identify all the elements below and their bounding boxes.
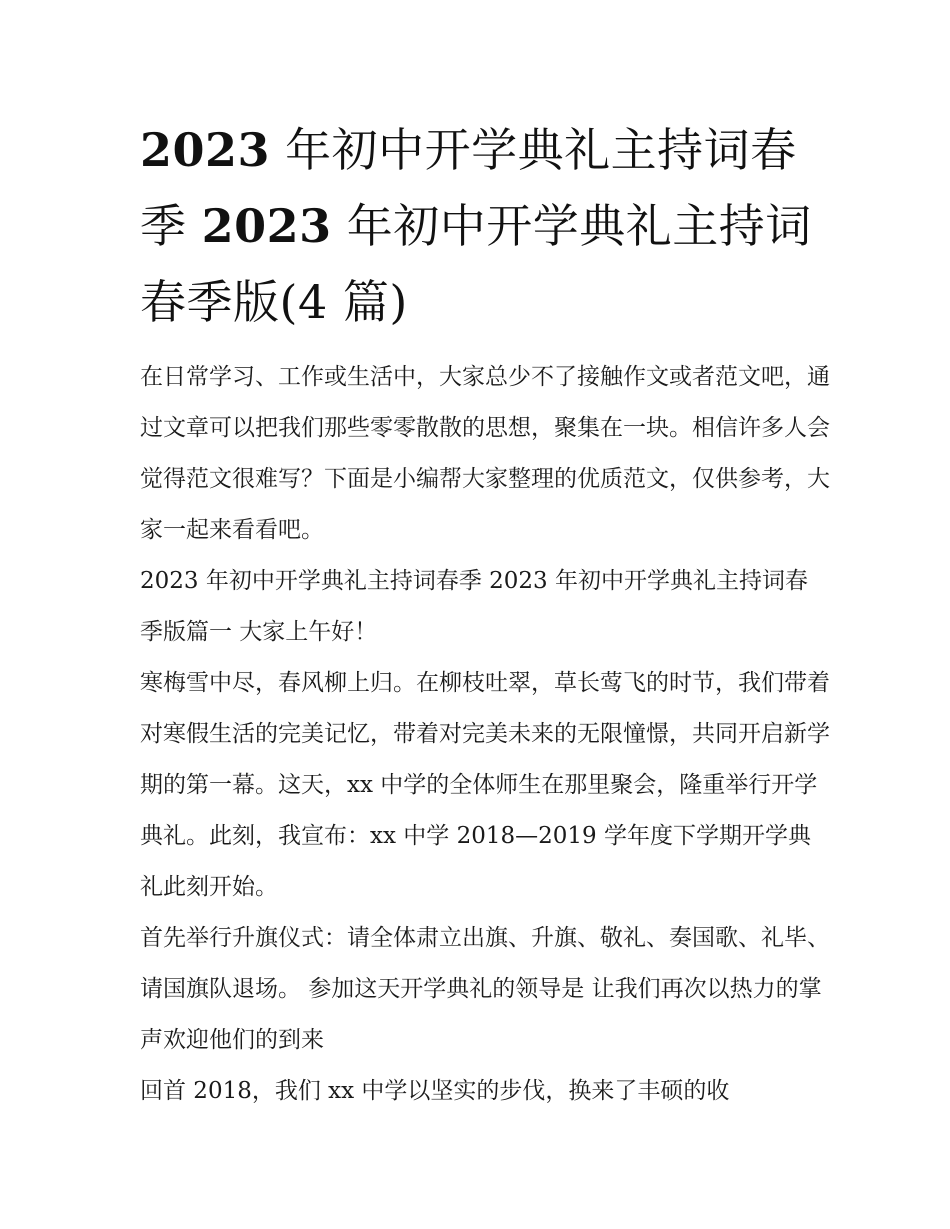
title-text-2: 年初中开学典礼主持词春季版(4 篇) (140, 199, 812, 329)
document-title (140, 112, 820, 340)
paragraph-review: 回首 2018，我们 xx 中学以坚实的步伐，换来了丰硕的收 (140, 1078, 730, 1104)
title-year-1: 2023 (140, 123, 271, 177)
document-body (140, 352, 830, 1117)
title-text-1: 年初中开学典礼主持词春季 (140, 123, 797, 253)
title-year-2: 2023 (201, 199, 332, 253)
paragraph-intro: 在日常学习、工作或生活中，大家总少不了接触作文或者范文吧，通过文章可以把我们那些零零散散的思想，聚集在一块。相信许多人会觉得范文很难写？下面是小编帮大家整理的优质范文，仅供参考，大家一起来看看吧。 (140, 364, 830, 543)
paragraph-flag-ceremony: 首先举行升旗仪式：请全体肃立出旗、升旗、敬礼、奏国歌、礼毕、请国旗队退场。 参加这天开学典礼的领导是 让我们再次以热力的掌声欢迎他们的到来 (140, 925, 830, 1053)
paragraph-heading: 2023 年初中开学典礼主持词春季 2023 年初中开学典礼主持词春季版篇一 大家上午好！ (140, 568, 808, 645)
paragraph-opening: 寒梅雪中尽，春风柳上归。在柳枝吐翠，草长莺飞的时节，我们带着对寒假生活的完美记忆，带着对完美未来的无限憧憬，共同开启新学期的第一幕。这天，xx 中学的全体师生在那里聚会，隆重举行开学典礼。此刻，我宣布：xx 中学 2018—2019 学年度下学期开学典礼此刻开始。 (140, 670, 830, 900)
